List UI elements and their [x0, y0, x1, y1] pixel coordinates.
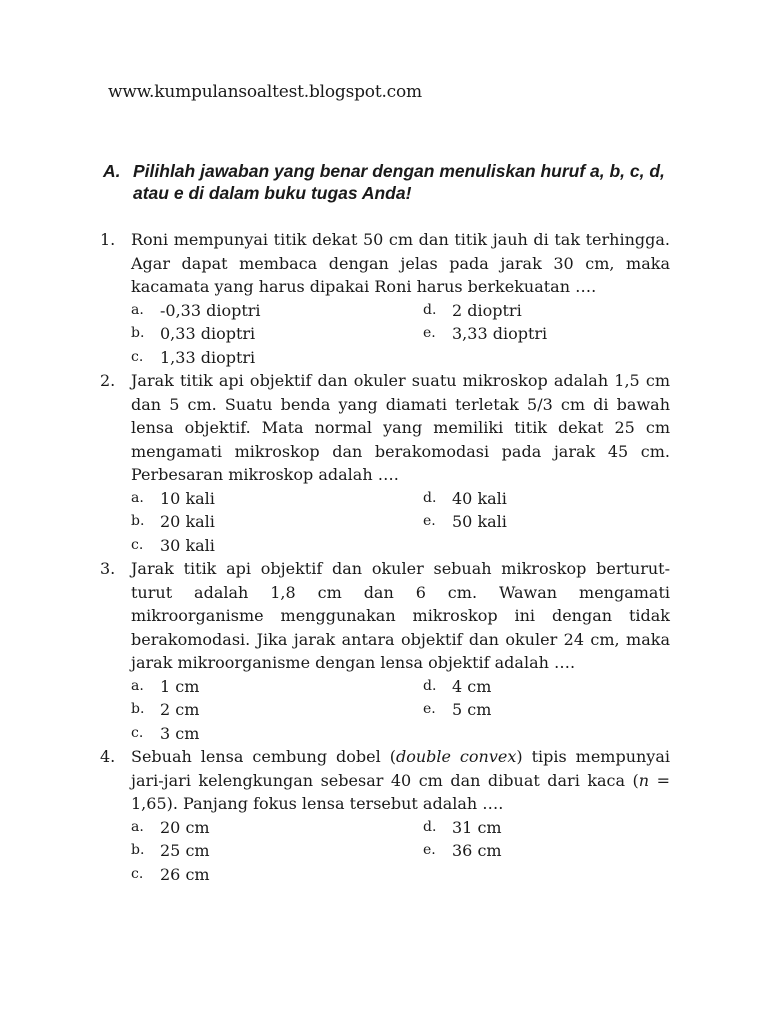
option-d	[423, 675, 670, 699]
option-label: b.	[131, 325, 145, 341]
question-number: 3.	[100, 559, 116, 578]
option-grid	[131, 299, 670, 370]
option-c	[131, 534, 423, 558]
option-text: 40 kali	[452, 488, 507, 508]
option-label: e.	[423, 701, 436, 717]
question-stem: Jarak titik api objektif dan okuler sebuah mikroskop berturut-turut adalah 1,8 cm dan 6 cm. Wawan mengamati mikroorganisme menggunakan mikroskop ini dengan tidak berakomodasi. Jika jarak antara objektif dan okuler 24 cm, maka jarak mikroorganisme dengan lensa objektif adalah ….	[131, 559, 670, 672]
option-text: 0,33 dioptri	[160, 324, 256, 343]
option-text: 30 kali	[160, 535, 215, 555]
option-label: c.	[131, 865, 144, 882]
question-2	[100, 369, 670, 557]
option-text: 1 cm	[160, 676, 200, 696]
option-text: 2 dioptri	[452, 300, 522, 320]
option-text: 25 cm	[160, 841, 210, 860]
option-text: 3 cm	[160, 723, 200, 743]
option-a	[131, 299, 423, 323]
question-stem: Jarak titik api objektif dan okuler suatu mikroskop adalah 1,5 cm dan 5 cm. Suatu benda yang diamati terletak 5/3 cm di bawah lensa objektif. Mata normal yang memiliki titik dekat 25 cm mengamati mikroskop dan berakomodasi pada jarak 45 cm. Perbesaran mikroskop adalah ….	[131, 371, 670, 484]
option-a	[131, 675, 423, 699]
option-text: 4 cm	[452, 676, 492, 696]
option-text: 5 cm	[452, 700, 492, 719]
option-a	[131, 487, 423, 511]
option-grid	[131, 675, 670, 746]
option-label: e.	[423, 842, 436, 858]
option-c	[131, 863, 423, 887]
stem-variable: n	[638, 770, 650, 790]
option-text: 31 cm	[452, 817, 502, 837]
option-text: 10 kali	[160, 488, 215, 508]
instruction-text: Pilihlah jawaban yang benar dengan menuliskan huruf a, b, c, d, atau e di dalam buku tugas Anda!	[133, 161, 665, 203]
option-label: c.	[131, 348, 144, 365]
option-label: e.	[423, 325, 436, 341]
option-label: c.	[131, 536, 144, 553]
option-label: b.	[131, 513, 145, 529]
option-e	[423, 698, 670, 722]
section-instruction	[103, 160, 673, 204]
option-text: 26 cm	[160, 864, 210, 884]
option-text: 20 kali	[160, 512, 215, 531]
option-a	[131, 816, 423, 840]
option-e	[423, 839, 670, 863]
question-3	[100, 557, 670, 745]
question-stem	[131, 745, 670, 816]
question-list	[100, 228, 670, 886]
option-b	[131, 322, 423, 346]
option-e	[423, 322, 670, 346]
question-4	[100, 745, 670, 886]
option-text: 50 kali	[452, 512, 507, 531]
stem-part: = 1,65). Panjang fokus lensa tersebut adalah ….	[131, 770, 670, 813]
option-label: d.	[423, 818, 437, 835]
option-label: a.	[131, 677, 144, 694]
option-b	[131, 510, 423, 534]
question-stem: Roni mempunyai titik dekat 50 cm dan titik jauh di tak terhingga. Agar dapat membaca dengan jelas pada jarak 30 cm, maka kacamata yang harus dipakai Roni harus berkekuatan ….	[131, 230, 670, 296]
stem-part: ) tipis mempunyai jari-jari kelengkungan sebesar 40 cm dan dibuat dari kaca (	[131, 747, 670, 790]
option-b	[131, 698, 423, 722]
option-label: a.	[131, 489, 144, 506]
blog-url: www.kumpulansoaltest.blogspot.com	[108, 82, 422, 102]
option-text: 2 cm	[160, 700, 200, 719]
option-text: 20 cm	[160, 817, 210, 837]
option-text: 1,33 dioptri	[160, 347, 256, 367]
option-label: d.	[423, 677, 437, 694]
option-d	[423, 487, 670, 511]
option-b	[131, 839, 423, 863]
option-grid	[131, 487, 670, 558]
option-label: d.	[423, 489, 437, 506]
option-text: 36 cm	[452, 841, 502, 860]
section-letter: A.	[103, 161, 121, 181]
option-text: -0,33 dioptri	[160, 300, 261, 320]
option-label: d.	[423, 301, 437, 318]
option-label: a.	[131, 301, 144, 318]
question-number: 1.	[100, 230, 116, 249]
option-grid	[131, 816, 670, 887]
question-number: 4.	[100, 747, 116, 766]
option-label: a.	[131, 818, 144, 835]
option-label: b.	[131, 701, 145, 717]
option-label: e.	[423, 513, 436, 529]
option-d	[423, 299, 670, 323]
option-text: 3,33 dioptri	[452, 324, 548, 343]
option-e	[423, 510, 670, 534]
option-d	[423, 816, 670, 840]
option-c	[131, 346, 423, 370]
question-1	[100, 228, 670, 369]
option-label: c.	[131, 724, 144, 741]
stem-italic-term: double convex	[395, 747, 517, 766]
stem-part: Sebuah lensa cembung dobel (	[131, 747, 396, 766]
option-c	[131, 722, 423, 746]
option-label: b.	[131, 842, 145, 858]
question-number: 2.	[100, 371, 116, 390]
